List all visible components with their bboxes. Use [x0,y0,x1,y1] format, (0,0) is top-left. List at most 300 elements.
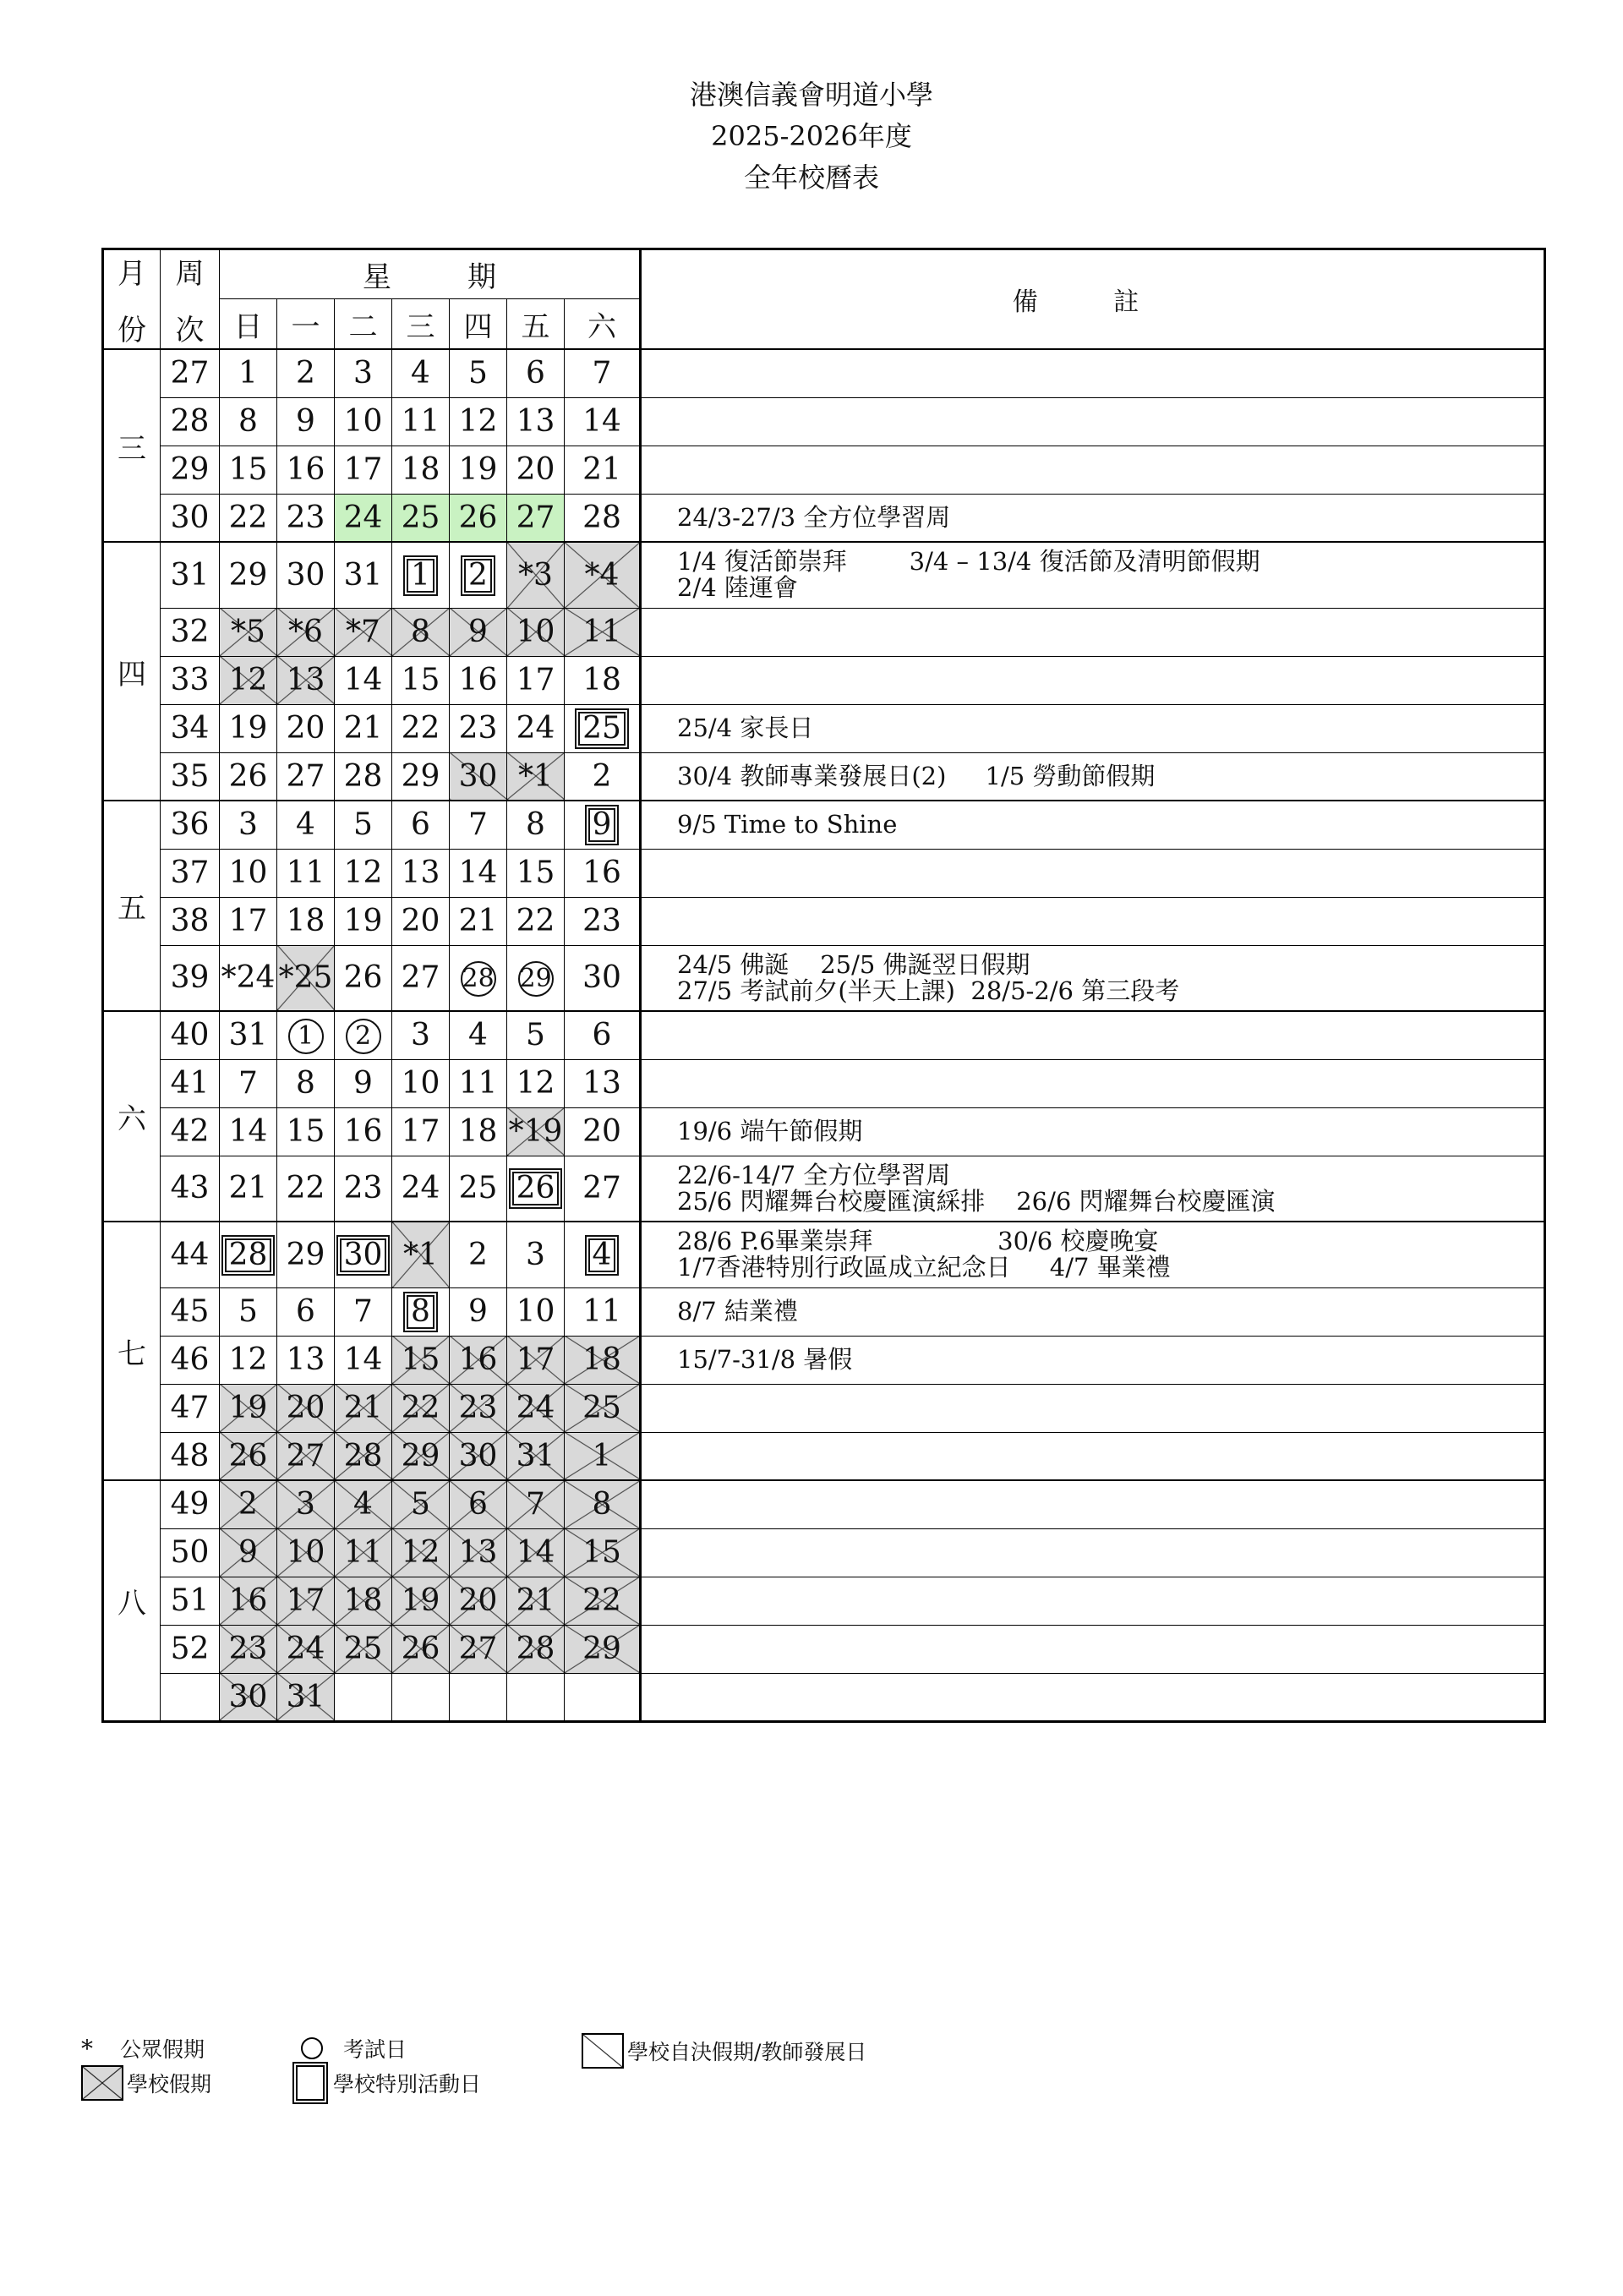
weekday-header: 四 [450,299,507,349]
legend-school-discretionary [582,2033,866,2069]
week-number: 27 [161,349,220,397]
remark-cell [641,494,1545,542]
day-cell [220,608,277,656]
day-number: 11 [582,615,621,649]
weekday-header: 五 [507,299,565,349]
day-cell [565,752,641,801]
day-cell [450,801,507,849]
day-cell [220,801,277,849]
remark-cell [641,1222,1545,1287]
legend-special-activity-label: 學校特別活動日 [333,2072,482,2096]
day-number: 8 [238,404,258,439]
day-cell [450,1673,507,1721]
calendar-table [101,248,1546,1723]
day-number: 12 [343,856,383,890]
day-number: 29 [228,557,268,593]
week-number: 42 [161,1107,220,1156]
day-number: 23 [343,1171,383,1206]
day-cell [220,1625,277,1673]
remark-cell [641,446,1545,494]
week-number: 47 [161,1384,220,1432]
day-cell [507,494,565,542]
day-cell [565,656,641,704]
day-number: 12 [228,663,268,697]
day-cell [565,897,641,945]
calendar-title: 全年校曆表 [743,161,879,194]
day-cell [507,1673,565,1721]
day-cell [335,1287,392,1336]
legend-special-activity [291,2065,481,2101]
day-cell [277,1673,335,1721]
day-number: 16 [286,452,325,487]
day-cell [277,1222,335,1287]
day-cell [220,1011,277,1059]
calendar-header [0,74,1623,199]
day-number: 23 [458,1391,498,1425]
day-cell [220,349,277,397]
day-number: 18 [458,1114,498,1149]
remark-cell [641,1011,1545,1059]
day-number: 11 [401,404,440,439]
day-cell [335,945,392,1011]
remark-cell [641,849,1545,897]
week-number: 31 [161,542,220,608]
day-cell [277,1287,335,1336]
day-number: 28 [461,961,496,997]
day-number: *25 [278,960,333,996]
day-number: 16 [228,1583,268,1618]
day-number: 28 [343,758,383,794]
day-cell [392,1673,450,1721]
remark-cell [641,1384,1545,1432]
day-number: 18 [343,1583,383,1618]
day-cell [392,1625,450,1673]
remark-cell [641,656,1545,704]
week-row [103,1107,1545,1156]
day-cell [450,752,507,801]
school-name: 港澳信義會明道小學 [689,79,933,111]
day-number: 23 [582,904,621,938]
day-cell [392,1336,450,1384]
day-number: *19 [508,1114,563,1149]
remark-line: 8/7 結業禮 [677,1297,798,1326]
day-number: 3 [526,1237,545,1272]
week-number: 46 [161,1336,220,1384]
week-row [103,397,1545,446]
day-number: 30 [228,1679,268,1714]
slash-box-icon [582,2033,624,2069]
day-number: 26 [401,1632,440,1666]
day-cell [335,494,392,542]
day-cell [565,801,641,849]
day-number: 7 [526,1487,545,1522]
weekday-header: 一 [277,299,335,349]
month-header-line1: 月 [117,257,146,291]
week-row [103,1336,1545,1384]
day-number: 24 [516,1391,555,1425]
legend-public-holiday-label: 公眾假期 [120,2037,205,2062]
day-number: 4 [353,1487,373,1522]
day-number: 9 [296,404,315,439]
day-number: 29 [401,758,440,794]
week-number: 33 [161,656,220,704]
remark-line: 25/4 家長日 [677,713,814,742]
day-number: 18 [582,1342,621,1377]
week-number [161,1673,220,1721]
month-label: 七 [103,1222,161,1480]
day-number: 10 [516,1294,555,1329]
day-cell [507,446,565,494]
remark-cell [641,1480,1545,1528]
remarks-header: 備 註 [641,249,1545,350]
day-cell [507,752,565,801]
day-cell [392,1011,450,1059]
day-cell [335,704,392,752]
day-cell [507,542,565,608]
remark-cell [641,945,1545,1011]
day-cell [392,1432,450,1480]
day-cell [392,608,450,656]
day-cell [335,1156,392,1222]
day-cell [392,1480,450,1528]
day-number: 28 [225,1238,272,1272]
remark-line: 9/5 Time to Shine [677,810,898,839]
remark-line: 1/7香港特別行政區成立紀念日 4/7 畢業禮 [677,1253,1171,1282]
day-cell [450,1577,507,1625]
day-cell [335,801,392,849]
day-number: 9 [468,615,488,649]
day-cell [565,349,641,397]
day-number: 4 [296,807,315,843]
week-row [103,945,1545,1011]
month-label: 六 [103,1011,161,1222]
day-number: 21 [343,1391,383,1425]
week-row [103,656,1545,704]
day-cell [277,656,335,704]
day-cell [335,542,392,608]
day-cell [450,1011,507,1059]
day-number: 27 [286,1438,325,1473]
week-header-line2: 次 [175,314,205,347]
week-row [103,897,1545,945]
day-cell [392,397,450,446]
remark-cell [641,1156,1545,1222]
day-cell [392,542,450,608]
day-number: 6 [411,807,430,843]
week-row [103,542,1545,608]
day-number: 2 [592,758,612,794]
day-number: *6 [288,615,323,649]
weekday-header: 三 [392,299,450,349]
day-cell [507,1011,565,1059]
day-cell [277,608,335,656]
day-number: *5 [231,615,265,649]
week-number: 40 [161,1011,220,1059]
day-cell [220,1287,277,1336]
day-number: 14 [582,404,621,439]
remark-line: 27/5 考試前夕(半天上課) 28/5-2/6 第三段考 [677,976,1180,1005]
day-cell [392,1384,450,1432]
day-number: 27 [401,960,440,996]
week-row [103,349,1545,397]
day-number: 17 [401,1114,440,1149]
day-cell [450,945,507,1011]
remark-cell [641,801,1545,849]
day-cell [277,1625,335,1673]
day-number: 18 [582,663,621,697]
day-number: 22 [401,1391,440,1425]
day-number: *1 [518,758,553,794]
day-number: 27 [516,500,555,535]
month-label: 三 [103,349,161,542]
week-row [103,1384,1545,1432]
day-number: 13 [516,404,555,439]
legend-school-holiday-label: 學校假期 [127,2072,212,2096]
day-number: 10 [401,1066,440,1101]
day-number: *3 [518,557,553,593]
day-number: 29 [401,1438,440,1473]
day-number: 6 [592,1018,612,1053]
day-number: 6 [526,356,545,391]
day-cell [392,446,450,494]
day-number: 21 [582,452,621,487]
day-number: 6 [296,1294,315,1329]
day-cell [565,1059,641,1107]
day-cell [220,1336,277,1384]
remark-cell [641,1336,1545,1384]
day-number: 19 [343,904,383,938]
day-cell [220,849,277,897]
day-number: 30 [458,758,498,794]
month-label: 八 [103,1480,161,1721]
day-number: 24 [286,1632,325,1666]
day-cell [507,1107,565,1156]
remark-cell [641,1107,1545,1156]
legend-school-holiday [81,2065,211,2101]
week-row [103,801,1545,849]
day-cell [277,1156,335,1222]
day-cell [507,1287,565,1336]
day-cell [450,1480,507,1528]
day-number: 25 [578,712,626,746]
day-number: 23 [228,1632,268,1666]
day-cell [392,349,450,397]
remark-cell [641,1673,1545,1721]
remark-cell [641,542,1545,608]
day-number: 15 [401,663,440,697]
day-number: 7 [592,356,612,391]
day-cell [450,494,507,542]
day-cell [565,1287,641,1336]
day-number: 17 [516,663,555,697]
day-number: 1 [407,559,434,593]
day-cell [220,1384,277,1432]
day-number: 20 [286,711,325,746]
day-cell [335,849,392,897]
day-cell [277,1577,335,1625]
day-cell [277,349,335,397]
day-number: 30 [340,1238,387,1272]
day-number: 20 [582,1114,621,1149]
day-number: 8 [592,1487,612,1522]
day-cell [220,397,277,446]
day-number: 25 [582,1391,621,1425]
day-number: 3 [296,1487,315,1522]
week-number: 37 [161,849,220,897]
day-cell [335,1011,392,1059]
day-number: 5 [353,807,373,843]
day-cell [507,397,565,446]
remark-cell [641,397,1545,446]
day-cell [450,349,507,397]
day-number: 23 [286,500,325,535]
remark-line: 15/7-31/8 暑假 [677,1345,853,1374]
day-number: 5 [468,356,488,391]
day-number: 20 [286,1391,325,1425]
week-number: 39 [161,945,220,1011]
day-number: 12 [228,1342,268,1377]
week-number: 50 [161,1528,220,1577]
week-number: 44 [161,1222,220,1287]
day-number: 21 [516,1583,555,1618]
day-number: 5 [526,1018,545,1053]
week-number: 36 [161,801,220,849]
day-number: 21 [458,904,498,938]
day-cell [277,446,335,494]
day-cell [565,1673,641,1721]
month-header-line2: 份 [117,314,146,347]
day-number: 4 [411,356,430,391]
day-number: 15 [228,452,268,487]
day-cell [220,945,277,1011]
day-cell [507,608,565,656]
day-number: 7 [353,1294,373,1329]
remark-line: 28/6 P.6畢業崇拜 30/6 校慶晚宴 [677,1227,1159,1256]
day-cell [507,849,565,897]
day-cell [392,1222,450,1287]
day-number: 19 [401,1583,440,1618]
day-number: *7 [346,615,380,649]
day-cell [277,1432,335,1480]
remark-line: 22/6-14/7 全方位學習周 [677,1160,951,1189]
day-number: 15 [286,1114,325,1149]
day-number: 31 [228,1018,268,1053]
day-cell [220,1480,277,1528]
week-number: 49 [161,1480,220,1528]
day-number: 3 [238,807,258,843]
day-number: 2 [468,1237,488,1272]
day-number: 11 [343,1535,383,1570]
day-cell [565,1107,641,1156]
week-number: 35 [161,752,220,801]
day-cell [335,446,392,494]
day-cell [335,1059,392,1107]
remark-line: 2/4 陸運會 [677,573,798,603]
day-cell [392,704,450,752]
day-cell [392,656,450,704]
day-cell [277,397,335,446]
weekday-group-char2: 期 [467,260,496,295]
day-cell [277,1384,335,1432]
day-cell [335,656,392,704]
day-number: 26 [458,500,498,535]
day-cell [392,752,450,801]
day-number: 8 [296,1066,315,1101]
remark-cell [641,752,1545,801]
day-cell [220,1673,277,1721]
day-cell [220,752,277,801]
day-cell [565,1336,641,1384]
day-cell [335,1577,392,1625]
day-number: 1 [238,356,258,391]
day-number: 16 [343,1114,383,1149]
day-cell [507,349,565,397]
day-number: 19 [458,452,498,487]
remark-cell [641,897,1545,945]
day-cell [335,1222,392,1287]
day-cell [565,608,641,656]
day-number: 27 [458,1632,498,1666]
remark-line: 24/5 佛誕 25/5 佛誕翌日假期 [677,949,1030,979]
day-cell [565,1480,641,1528]
week-row [103,1577,1545,1625]
remark-line: 25/6 閃耀舞台校慶匯演綵排 26/6 閃耀舞台校慶匯演 [677,1186,1276,1216]
remark-cell [641,704,1545,752]
day-cell [220,542,277,608]
day-number: 1 [288,1019,324,1054]
day-number: 9 [468,1294,488,1329]
day-number: 26 [228,758,268,794]
day-cell [450,1384,507,1432]
week-number: 45 [161,1287,220,1336]
week-row [103,494,1545,542]
day-cell [507,897,565,945]
day-cell [335,1384,392,1432]
remark-cell [641,1059,1545,1107]
circle-icon [301,2037,323,2059]
day-cell [392,1107,450,1156]
day-cell [335,1432,392,1480]
day-number: 10 [286,1535,325,1570]
day-cell [277,849,335,897]
remark-line: 1/4 復活節崇拜 3/4 – 13/4 復活節及清明節假期 [677,547,1260,577]
day-number: 4 [468,1018,488,1053]
day-number: 1 [592,1438,612,1473]
week-header-line1: 周 [175,257,205,291]
day-number: 24 [401,1171,440,1206]
week-number: 41 [161,1059,220,1107]
school-year: 2025-2026年度 [711,120,912,152]
day-number: 30 [286,557,325,593]
day-cell [507,1577,565,1625]
remark-cell [641,608,1545,656]
day-cell [450,897,507,945]
remark-cell [641,1528,1545,1577]
week-row [103,1480,1545,1528]
day-number: *1 [403,1237,438,1272]
day-number: 16 [458,1342,498,1377]
week-number: 48 [161,1432,220,1480]
day-cell [220,704,277,752]
day-number: 8 [526,807,545,843]
day-cell [565,849,641,897]
day-number: 10 [228,856,268,890]
week-number: 52 [161,1625,220,1673]
day-number: 13 [286,1342,325,1377]
day-cell [277,945,335,1011]
week-row [103,1011,1545,1059]
day-cell [335,608,392,656]
